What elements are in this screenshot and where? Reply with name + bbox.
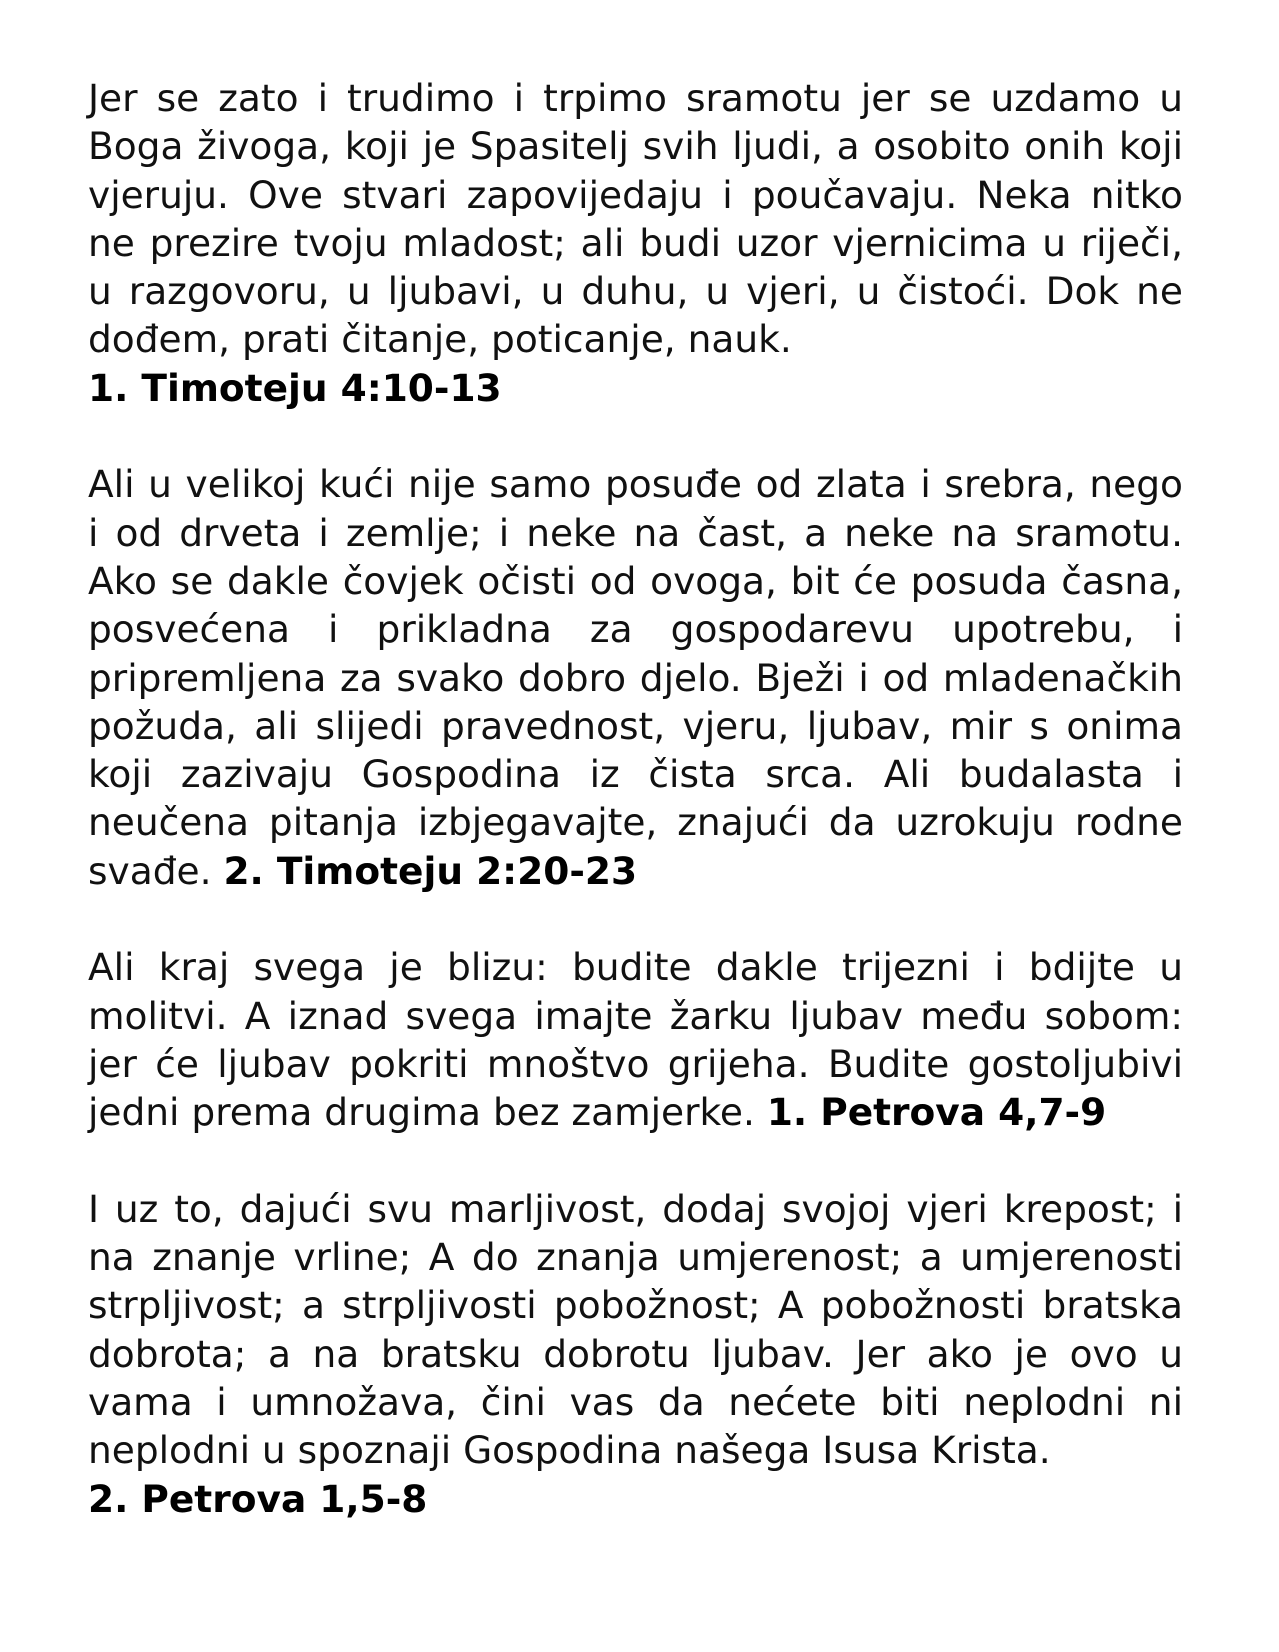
scripture-reference: 2. Timoteju 2:20-23 [223,848,638,893]
passage-2 [88,460,1183,895]
passage-4 [88,1185,1183,1523]
scripture-reference: 1. Petrova 4,7-9 [766,1090,1107,1135]
passage-text: Jer se zato i trudimo i trpimo sramotu jer se uzdamo u Boga živoga, koji je Spasitelj svih ljudi, a osobito onih koji vjeruju. Ove stvari zapovijedaju i poučavaju. Neka nitko ne prezire tvoju mladost; ali budi uzor vjernicima u riječi, u razgovoru, u ljubavi, u duhu, u vjeri, u čistoći. Dok ne dođem, prati čitanje, poticanje, nauk. [88,76,1183,362]
passage-3 [88,943,1183,1136]
document-page [88,74,1183,1523]
scripture-reference: 1. Timoteju 4:10-13 [88,365,502,410]
passage-text: Ali u velikoj kući nije samo posuđe od zlata i srebra, nego i od drveta i zemlje; i neke na čast, a neke na sramotu. Ako se dakle čovjek očisti od ovoga, bit će posuda časna, posvećena i prikladna za gospodarevu upotrebu, i pripremljena za svako dobro djelo. Bježi i od mladenačkih požuda, ali slijedi pravednost, vjeru, ljubav, mir s onima koji zazivaju Gospodina iz čista srca. Ali budalasta i neučena pitanja izbjegavajte, znajući da uzrokuju rodne svađe. [88,462,1183,893]
passage-1 [88,74,1183,412]
passage-text: Ali kraj svega je blizu: budite dakle trijezni i bdijte u molitvi. A iznad svega imajte žarku ljubav među sobom: jer će ljubav pokriti mnoštvo grijeha. Budite gostoljubivi jedni prema drugima bez zamjerke. [88,945,1183,1135]
scripture-reference: 2. Petrova 1,5-8 [88,1476,428,1521]
passage-text: I uz to, dajući svu marljivost, dodaj svojoj vjeri krepost; i na znanje vrline; A do znanja umjerenost; a umjerenosti strpljivost; a strpljivosti pobožnost; A pobožnosti bratska dobrota; a na bratsku dobrotu ljubav. Jer ako je ovo u vama i umnožava, čini vas da nećete biti neplodni ni neplodni u spoznaji Gospodina našega Isusa Krista. [88,1186,1183,1473]
